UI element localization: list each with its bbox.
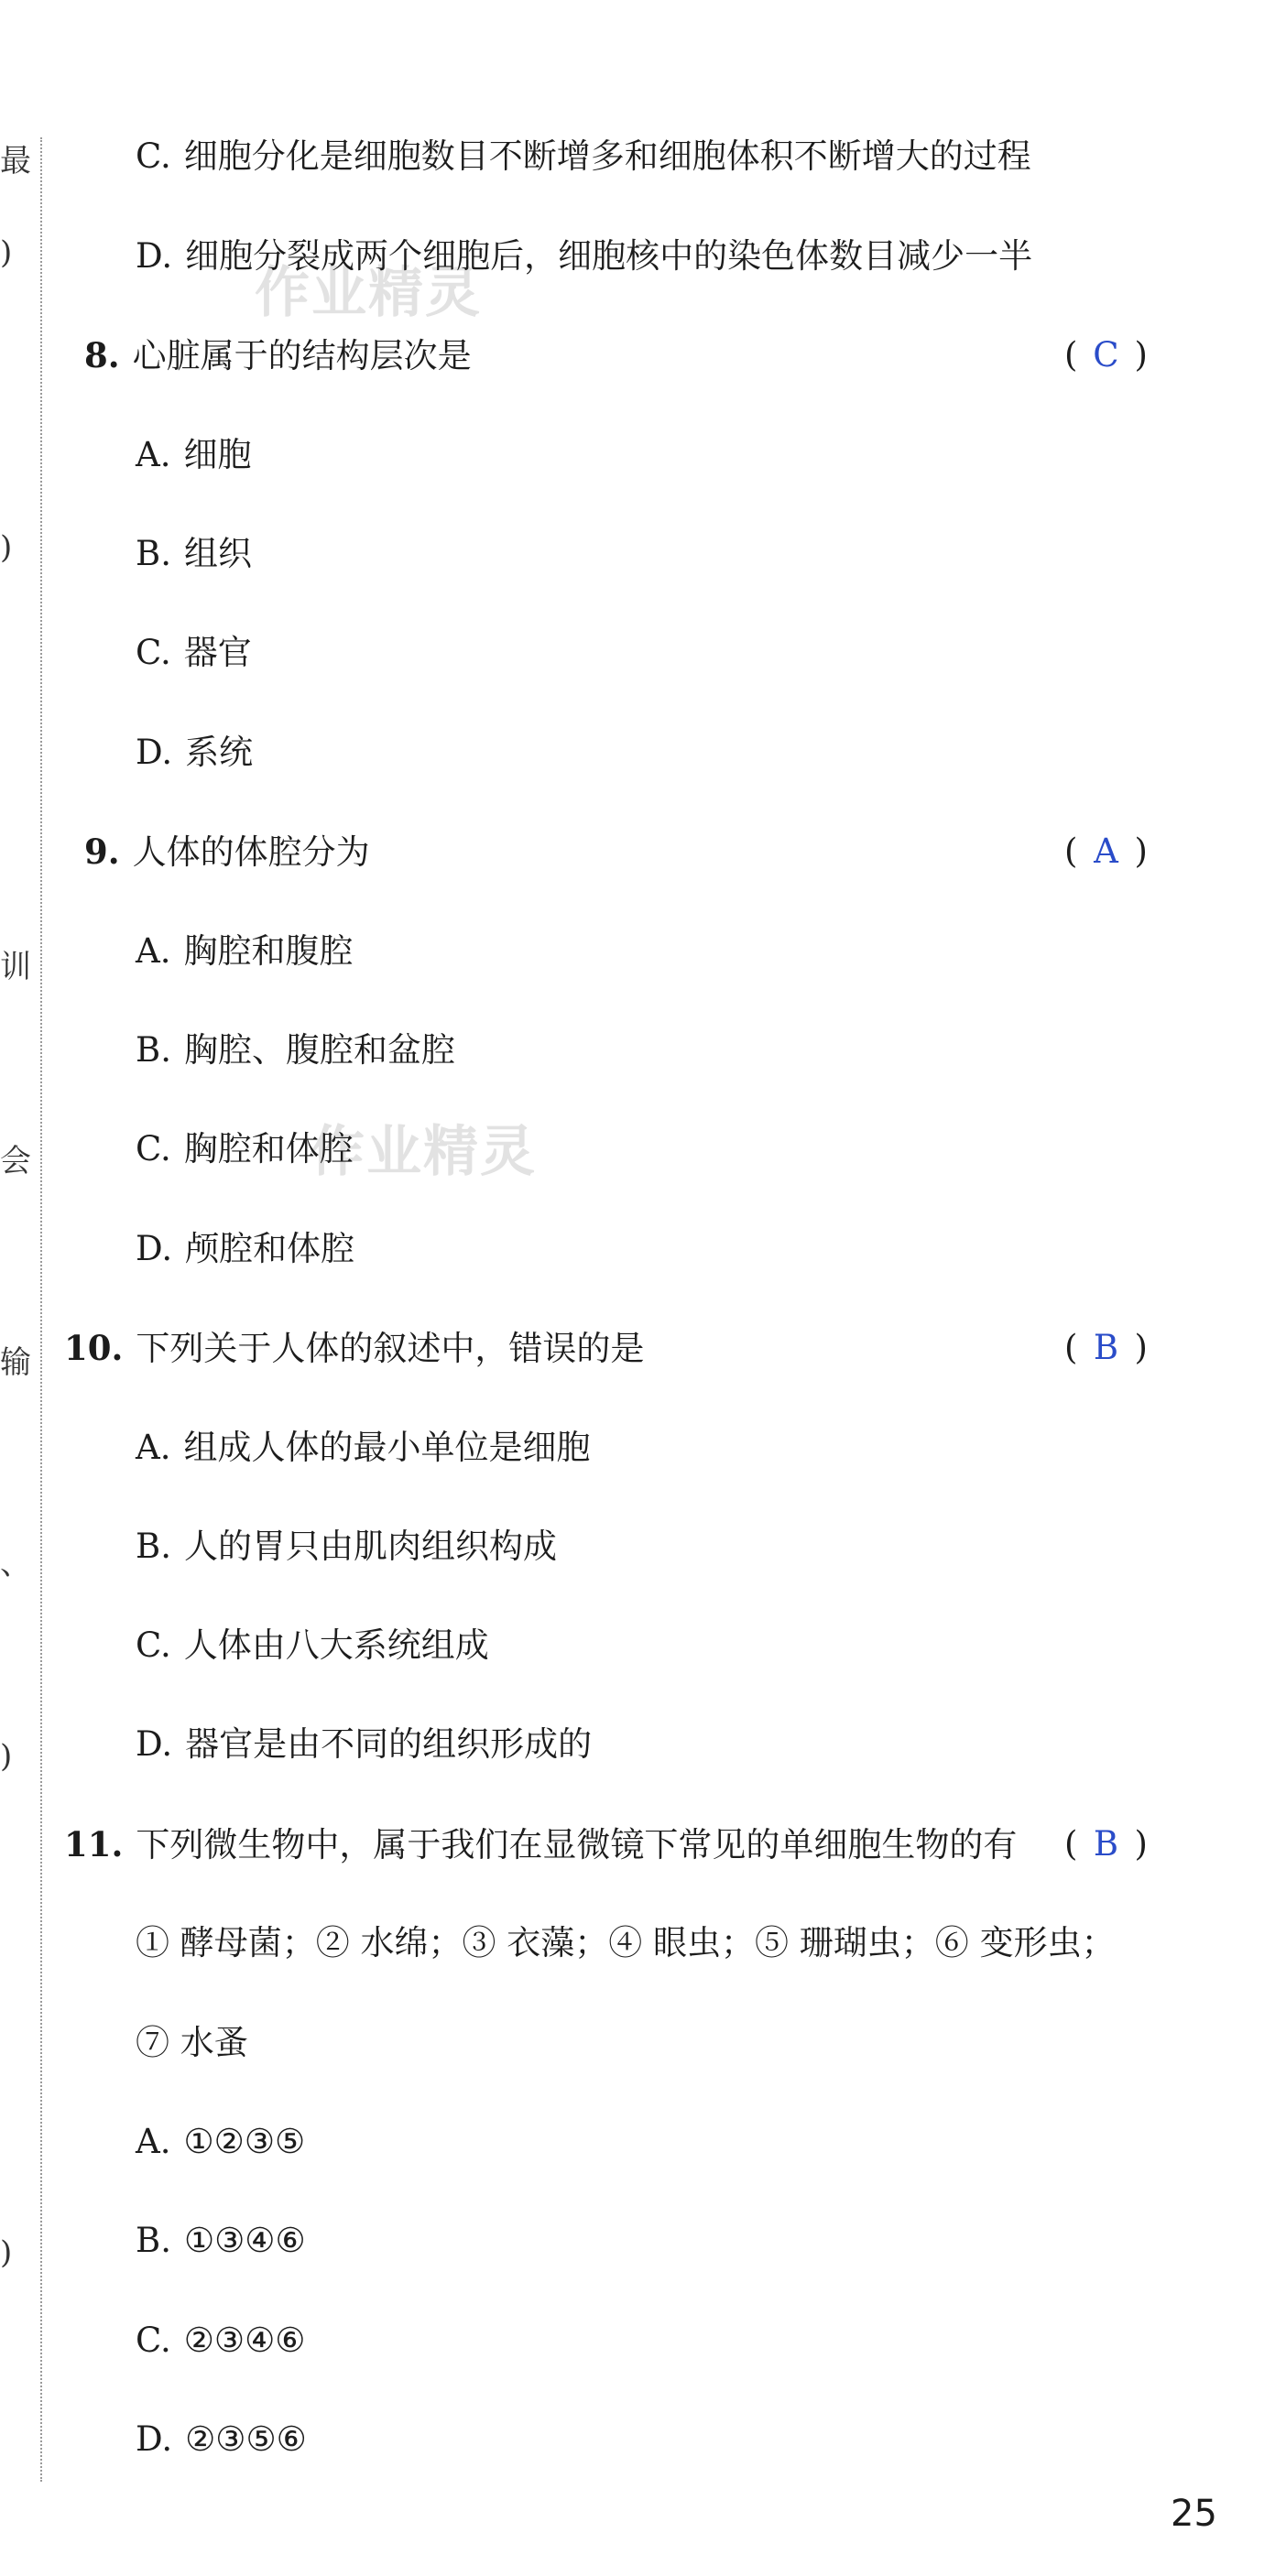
option-text: 细胞分化是细胞数目不断增多和细胞体积不断增大的过程 xyxy=(183,136,1031,176)
option-letter: A. xyxy=(136,1428,171,1467)
option-row xyxy=(136,730,253,776)
option-letter: B. xyxy=(136,2221,171,2260)
option-letter: D. xyxy=(136,1724,173,1764)
watermark: 作业精灵 xyxy=(255,261,482,325)
question-stem xyxy=(64,1821,1017,1868)
option-letter: C. xyxy=(136,136,171,176)
answer-bracket xyxy=(1064,1325,1171,1371)
option-text: 细胞分裂成两个细胞后，细胞核中的染色体数目减少一半 xyxy=(185,236,1033,276)
option-row xyxy=(136,134,1031,179)
margin-fragment: 最 xyxy=(0,143,31,179)
page-number: 25 xyxy=(1171,2493,1217,2535)
open-paren: ( xyxy=(1064,1328,1078,1367)
close-paren: ) xyxy=(1134,1824,1148,1864)
question-number: 10. xyxy=(64,1328,124,1368)
option-text: 组成人体的最小单位是细胞 xyxy=(183,1428,591,1467)
open-paren: ( xyxy=(1064,1824,1078,1864)
option-letter: C. xyxy=(136,1129,171,1168)
option-letter: C. xyxy=(136,1625,171,1665)
answer-bracket xyxy=(1064,1821,1171,1867)
close-paren: ) xyxy=(1134,831,1148,871)
option-letter: A. xyxy=(136,931,171,971)
option-letter: A. xyxy=(136,2122,171,2161)
option-text: ②③⑤⑥ xyxy=(185,2419,307,2459)
margin-fragment: 、 xyxy=(0,1546,31,1582)
option-letter: D. xyxy=(136,2419,173,2459)
option-row xyxy=(136,1425,590,1471)
option-row xyxy=(136,2417,307,2462)
question-text: 下列微生物中，属于我们在显微镜下常见的单细胞生物的有 xyxy=(136,1825,1018,1864)
option-letter: B. xyxy=(136,1030,171,1070)
option-row xyxy=(136,2318,305,2364)
organism-list: ⑦ 水蚤 xyxy=(136,2023,248,2062)
option-letter: C. xyxy=(136,2321,171,2360)
option-row xyxy=(136,1126,354,1172)
question-number: 8. xyxy=(84,335,120,375)
option-text: 胸腔和体腔 xyxy=(183,1129,354,1168)
option-text: 人体由八大系统组成 xyxy=(183,1625,489,1665)
option-text: 颅腔和体腔 xyxy=(185,1229,355,1268)
question-stem xyxy=(84,332,472,379)
option-row xyxy=(136,1226,354,1272)
question-text: 人体的体腔分为 xyxy=(132,832,370,872)
option-letter: C. xyxy=(136,633,171,672)
option-row xyxy=(136,1623,489,1668)
organism-list: ① 酵母菌；② 水绵；③ 衣藻；④ 眼虫；⑤ 珊瑚虫；⑥ 变形虫； xyxy=(136,1923,1116,1962)
option-text: ①②③⑤ xyxy=(183,2122,306,2161)
option-letter: D. xyxy=(136,236,173,276)
close-paren: ) xyxy=(1134,1328,1148,1367)
margin-fragment: 会 xyxy=(0,1143,31,1179)
option-letter: A. xyxy=(136,435,171,474)
answer-bracket xyxy=(1064,332,1171,378)
question-stem xyxy=(64,1325,644,1372)
close-paren: ) xyxy=(1134,335,1148,375)
option-text: ①③④⑥ xyxy=(183,2221,306,2260)
margin-fragment: 输 xyxy=(0,1344,31,1381)
option-letter: D. xyxy=(136,733,173,772)
option-text: 细胞 xyxy=(183,435,252,474)
open-paren: ( xyxy=(1064,831,1078,871)
margin-fragment: ) xyxy=(0,1738,13,1775)
question-number: 11. xyxy=(64,1824,124,1864)
option-row xyxy=(136,929,353,974)
option-text: 器官是由不同的组织形成的 xyxy=(185,1724,593,1764)
option-text: 胸腔和腹腔 xyxy=(183,931,354,971)
option-row xyxy=(136,1524,557,1570)
option-text: 组织 xyxy=(183,534,252,573)
question-stem xyxy=(84,829,370,875)
option-row xyxy=(136,2119,305,2165)
answer-letter: A xyxy=(1094,831,1118,871)
watermark: 作业精灵 xyxy=(310,1120,537,1184)
option-row xyxy=(136,432,251,478)
option-text: 系统 xyxy=(185,733,254,772)
option-row xyxy=(136,1722,592,1767)
option-row xyxy=(136,630,252,676)
question-text: 心脏属于的结构层次是 xyxy=(132,336,472,375)
option-text: 人的胃只由肌肉组织构成 xyxy=(183,1527,557,1566)
option-row xyxy=(136,234,1032,279)
option-row xyxy=(136,531,252,577)
option-row xyxy=(136,1027,455,1073)
margin-fragment: ) xyxy=(0,2234,13,2271)
option-letter: B. xyxy=(136,1527,171,1566)
margin-fragment: ) xyxy=(0,234,13,271)
option-text: ②③④⑥ xyxy=(183,2321,306,2360)
option-letter: D. xyxy=(136,1229,173,1268)
margin-divider xyxy=(40,137,42,2482)
option-letter: B. xyxy=(136,534,171,573)
question-number: 9. xyxy=(84,831,120,872)
answer-letter: C xyxy=(1093,335,1119,375)
open-paren: ( xyxy=(1064,335,1078,375)
question-text: 下列关于人体的叙述中，错误的是 xyxy=(136,1329,645,1368)
option-text: 胸腔、腹腔和盆腔 xyxy=(183,1030,455,1070)
answer-letter: B xyxy=(1093,1824,1119,1864)
margin-fragment: 训 xyxy=(0,949,31,985)
margin-fragment: ) xyxy=(0,529,13,566)
option-row xyxy=(136,2218,306,2264)
option-text: 器官 xyxy=(183,633,252,672)
answer-bracket xyxy=(1064,829,1171,875)
answer-letter: B xyxy=(1093,1328,1119,1367)
